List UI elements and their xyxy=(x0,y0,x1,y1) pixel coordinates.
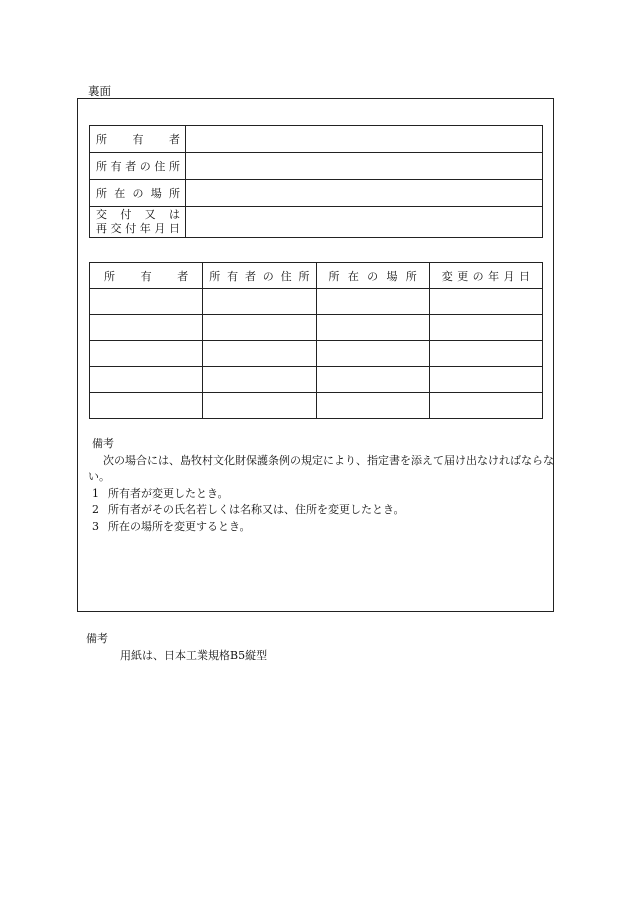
cell[interactable] xyxy=(90,393,203,419)
location-value[interactable] xyxy=(186,180,543,207)
cell[interactable] xyxy=(203,341,316,367)
table-row xyxy=(90,126,543,153)
cell[interactable] xyxy=(429,289,542,315)
cell[interactable] xyxy=(203,289,316,315)
cell[interactable] xyxy=(316,289,429,315)
table-header-row xyxy=(90,263,543,289)
remarks-intro-cont: い。 xyxy=(88,470,110,483)
remarks-section xyxy=(88,436,554,535)
back-side-label: 裏面 xyxy=(88,84,111,98)
table-row xyxy=(90,341,543,367)
owner-info-table xyxy=(89,125,543,238)
list-item: 1 所有者が変更したとき。 xyxy=(92,486,229,500)
cell[interactable] xyxy=(203,315,316,341)
cell[interactable] xyxy=(316,341,429,367)
list-item: 2 所有者がその氏名若しくは名称又は、住所を変更したとき。 xyxy=(92,503,405,516)
cell[interactable] xyxy=(316,367,429,393)
cell[interactable] xyxy=(429,393,542,419)
owner-value[interactable] xyxy=(186,126,543,153)
owner-address-value[interactable] xyxy=(186,153,543,180)
table-row xyxy=(90,393,543,419)
col-location: 所 在 の 場 所 xyxy=(316,263,429,289)
cell[interactable] xyxy=(203,367,316,393)
list-item: 3 所在の場所を変更するとき。 xyxy=(92,519,251,533)
cell[interactable] xyxy=(203,393,316,419)
table-row xyxy=(90,289,543,315)
table-row xyxy=(90,153,543,180)
cell[interactable] xyxy=(429,341,542,367)
cell[interactable] xyxy=(316,393,429,419)
cell[interactable] xyxy=(316,315,429,341)
change-history-table xyxy=(89,262,543,419)
footer-note-title: 備考 xyxy=(86,632,108,645)
issue-date-value[interactable] xyxy=(186,207,543,238)
table-row xyxy=(90,367,543,393)
col-owner: 所 有 者 xyxy=(90,263,203,289)
cell[interactable] xyxy=(429,315,542,341)
cell[interactable] xyxy=(90,341,203,367)
footer-note-text: 用紙は、日本工業規格B5縦型 xyxy=(120,649,268,662)
col-change-date: 変 更 の 年 月 日 xyxy=(429,263,542,289)
table-row xyxy=(90,315,543,341)
issue-date-label: 交 付 又 は 再 交 付 年 月 日 xyxy=(90,207,186,238)
cell[interactable] xyxy=(429,367,542,393)
table-row xyxy=(90,180,543,207)
col-owner-address: 所 有 者 の 住 所 xyxy=(203,263,316,289)
owner-label: 所 有 者 xyxy=(90,126,186,153)
table-row xyxy=(90,207,543,238)
owner-address-label: 所 有 者 の 住 所 xyxy=(90,153,186,180)
remarks-title: 備考 xyxy=(92,437,114,450)
location-label: 所 在 の 場 所 xyxy=(90,180,186,207)
remarks-intro: 次の場合には、島牧村文化財保護条例の規定により、指定書を添えて届け出なければならな xyxy=(92,453,554,467)
cell[interactable] xyxy=(90,315,203,341)
cell[interactable] xyxy=(90,289,203,315)
cell[interactable] xyxy=(90,367,203,393)
